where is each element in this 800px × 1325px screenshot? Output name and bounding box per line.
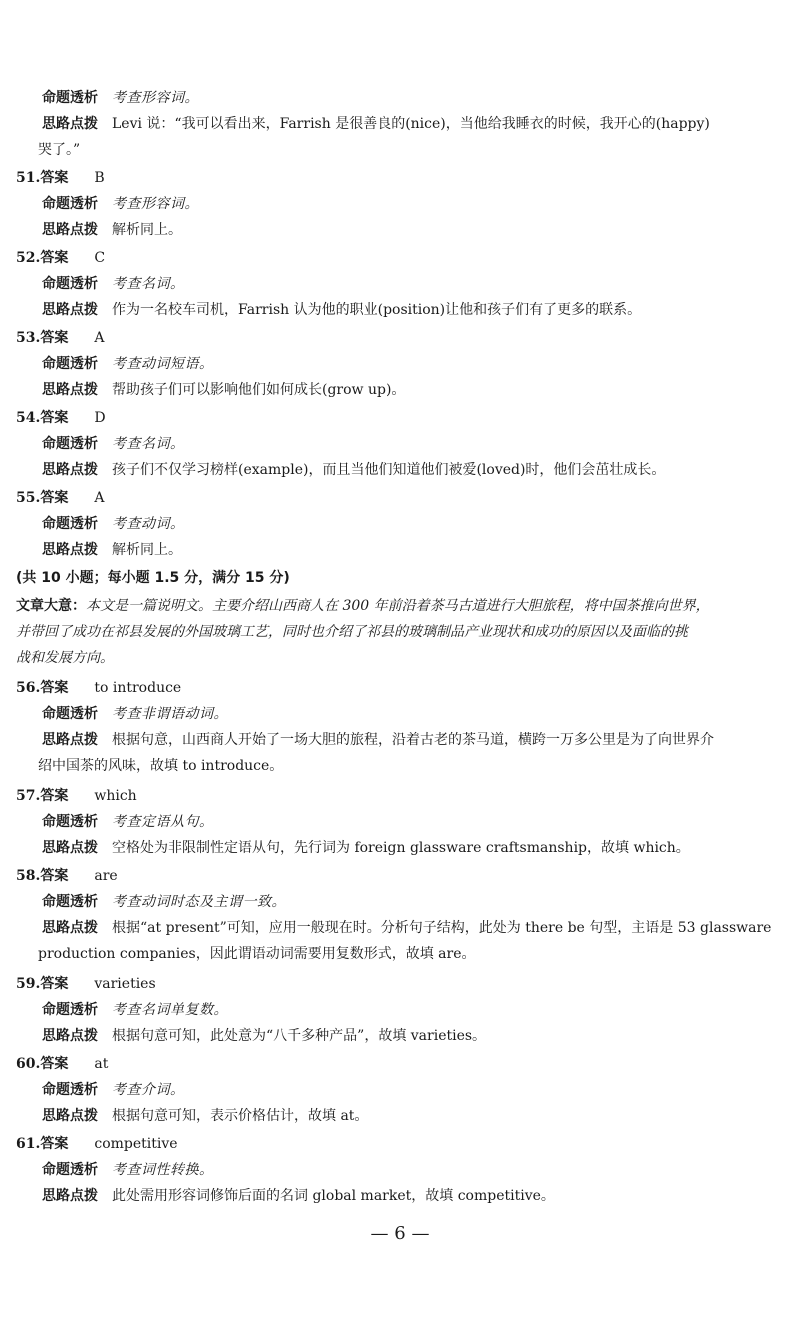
answer-value: D bbox=[94, 410, 106, 426]
hint-row-61: 思路点拨 此处需用形容词修饰后面的名词 global market，故填 competitive。 bbox=[42, 1188, 555, 1204]
answer-value: varieties bbox=[94, 976, 156, 992]
section-header: (共 10 小题；每小题 1.5 分，满分 15 分) bbox=[16, 570, 290, 586]
answer-value: to introduce bbox=[94, 680, 182, 696]
answer-value: C bbox=[94, 250, 106, 266]
top-hint-cont: 哭了。” bbox=[38, 142, 81, 158]
answer-row-51: 51.答案 B bbox=[16, 170, 105, 186]
answer-row-53: 53.答案 A bbox=[16, 330, 105, 346]
point-row-52: 命题透析 考查名词。 bbox=[42, 276, 185, 292]
hint-row-57: 思路点拨 空格处为非限制性定语从句，先行词为 foreign glassware craftsmanship，故填 which。 bbox=[42, 840, 690, 856]
answer-value: at bbox=[94, 1056, 109, 1072]
hint-row-53: 思路点拨 帮助孩子们可以影响他们如何成长(grow up)。 bbox=[42, 382, 406, 398]
point-row-60: 命题透析 考查介词。 bbox=[42, 1082, 185, 1098]
hint-text: Levi 说：“我可以看出来，Farrish 是很善良的(nice)，当他给我睡衣的时候，我开心的(happy) bbox=[112, 116, 710, 132]
answer-row-54: 54.答案 D bbox=[16, 410, 106, 426]
answer-row-56: 56.答案 to introduce bbox=[16, 680, 182, 696]
answer-value: are bbox=[94, 868, 118, 884]
point-row-53: 命题透析 考查动词短语。 bbox=[42, 356, 214, 372]
page-number: — 6 — bbox=[370, 1223, 430, 1244]
top-point-row bbox=[42, 88, 800, 108]
point-row-59: 命题透析 考查名词单复数。 bbox=[42, 1002, 228, 1018]
point-row-61: 命题透析 考查词性转换。 bbox=[42, 1162, 214, 1178]
answer-row-60: 60.答案 at bbox=[16, 1056, 109, 1072]
point-label: 命题透析 bbox=[42, 90, 98, 106]
answer-row-58: 58.答案 are bbox=[16, 868, 118, 884]
point-row-54: 命题透析 考查名词。 bbox=[42, 436, 185, 452]
answer-value: which bbox=[94, 788, 137, 804]
point-row-58: 命题透析 考查动词时态及主谓一致。 bbox=[42, 894, 286, 910]
hint-row-54: 思路点拨 孩子们不仅学习榜样(example)，而且当他们知道他们被爱(loved)时，他们会茁壮成长。 bbox=[42, 462, 666, 478]
hint-cont-56: 绍中国茶的风味，故填 to introduce。 bbox=[38, 758, 284, 774]
hint-cont-58: production companies，因此谓语动词需要用复数形式，故填 are。 bbox=[38, 946, 476, 962]
answer-row-61: 61.答案 competitive bbox=[16, 1136, 178, 1152]
summary-line-3: 战和发展方向。 bbox=[16, 650, 114, 666]
point-row-56: 命题透析 考查非谓语动词。 bbox=[42, 706, 228, 722]
answer-row-59: 59.答案 varieties bbox=[16, 976, 156, 992]
hint-row-60: 思路点拨 根据句意可知，表示价格估计，故填 at。 bbox=[42, 1108, 369, 1124]
summary-label: 文章大意： bbox=[16, 598, 86, 614]
top-hint-row bbox=[42, 114, 800, 134]
answer-row-55: 55.答案 A bbox=[16, 490, 105, 506]
answer-row-57: 57.答案 which bbox=[16, 788, 137, 804]
answer-value: B bbox=[94, 170, 105, 186]
answer-value: competitive bbox=[94, 1136, 178, 1152]
hint-row-58: 思路点拨 根据“at present”可知，应用一般现在时。分析句子结构，此处为 there be 句型，主语是 53 glassware bbox=[42, 920, 772, 936]
point-row-55: 命题透析 考查动词。 bbox=[42, 516, 185, 532]
hint-row-59: 思路点拨 根据句意可知，此处意为“八千多种产品”，故填 varieties。 bbox=[42, 1028, 487, 1044]
hint-row-52: 思路点拨 作为一名校车司机，Farrish 认为他的职业(position)让他和孩子们有了更多的联系。 bbox=[42, 302, 642, 318]
hint-label: 思路点拨 bbox=[42, 116, 98, 132]
summary-line-2: 并带回了成功在祁县发展的外国玻璃工艺，同时也介绍了祁县的玻璃制品产业现状和成功的原因以及面临的挑 bbox=[16, 624, 688, 640]
point-text: 考查形容词。 bbox=[112, 90, 199, 106]
hint-row-55: 思路点拨 解析同上。 bbox=[42, 542, 182, 558]
answer-value: A bbox=[94, 490, 105, 506]
hint-row-51: 思路点拨 解析同上。 bbox=[42, 222, 182, 238]
hint-row-56: 思路点拨 根据句意，山西商人开始了一场大胆的旅程，沿着古老的茶马道，横跨一万多公里是为了向世界介 bbox=[42, 732, 714, 748]
answer-value: A bbox=[94, 330, 105, 346]
point-row-51: 命题透析 考查形容词。 bbox=[42, 196, 199, 212]
point-row-57: 命题透析 考查定语从句。 bbox=[42, 814, 214, 830]
answer-row-52: 52.答案 C bbox=[16, 250, 106, 266]
summary-line-1: 文章大意：本文是一篇说明文。主要介绍山西商人在 300 年前沿着茶马古道进行大胆旅程，将中国茶推向世界， bbox=[16, 598, 710, 614]
